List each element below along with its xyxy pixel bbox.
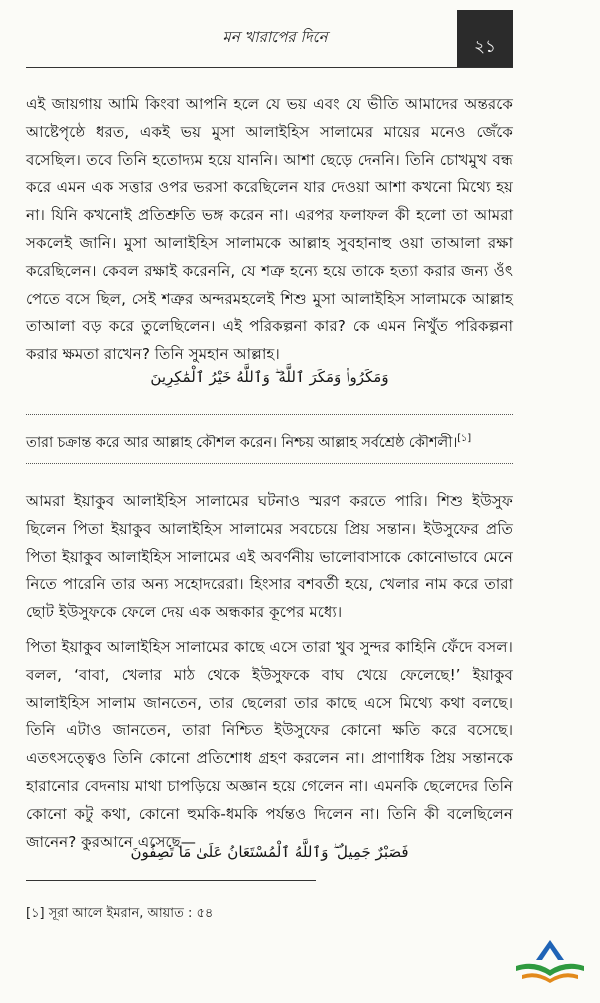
page-number: ২১ <box>457 10 513 68</box>
verse-translation <box>26 426 513 456</box>
footnote-reference[interactable]: [১] <box>457 433 471 444</box>
quran-verse-arabic-2: فَصَبْرٌ جَمِيلٌ ۖ وَٱللَّهُ ٱلْمُسْتَعَانُ عَلَىٰ مَا تَصِفُونَ <box>130 843 409 861</box>
dotted-divider-top <box>26 414 513 415</box>
dotted-divider-bottom <box>26 463 513 464</box>
page-header <box>0 0 600 72</box>
paragraph-yaqub: আমরা ইয়াকুব আলাইহিস সালামের ঘটনাও স্মরণ করতে পারি। শিশু ইউসুফ ছিলেন পিতা ইয়াকুব আলাইহিস সালামের সবচেয়ে প্রিয় সন্তান। ইউসুফের প্রতি পিতা ইয়াকুব আলাইহিস সালামের এই অবর্ণনীয় ভালোবাসাকে কোনোভাবে মেনে নিতে পারেনি তার অন্য সহোদরেরা। হিংসার বশবর্তী হয়ে, খেলার নাম করে তারা ছোট ইউসুফকে ফেলে দেয় এক অন্ধকার কূপের মধ্যে। <box>26 492 513 622</box>
verse-translation-text: তারা চক্রান্ত করে আর আল্লাহ কৌশল করেন। নিশ্চয় আল্লাহ সর্বশ্রেষ্ঠ কৌশলী। <box>26 433 458 451</box>
publisher-logo-icon <box>512 936 588 986</box>
running-title: মন খারাপের দিনে <box>222 28 328 46</box>
footnote: [১] সূরা আলে ইমরান, আয়াত : ৫৪ <box>26 906 214 921</box>
paragraph-yusuf-story: পিতা ইয়াকুব আলাইহিস সালামের কাছে এসে তারা খুব সুন্দর কাহিনি ফেঁদে বসল। বলল, ‘বাবা, খেলার মাঠ থেকে ইউসুফকে বাঘ খেয়ে ফেলেছে!’ ইয়াকুব আলাইহিস সালাম জানতেন, তার ছেলেরা তার কাছে এসে মিথ্যে কথা বলছে। তিনি এটাও জানতেন, তারা নিশ্চিত ইউসুফের কোনো ক্ষতি করে বসেছে। এতৎসত্ত্বেও তিনি কোনো প্রতিশোধ গ্রহণ করলেন না। প্রাণাধিক প্রিয় সন্তানকে হারানোর বেদনায় মাথা চাপড়িয়ে অজ্ঞান হয়ে গেলেন না। এমনকি ছেলেদের তিনি কোনো কটু কথা, কোনো হুমকি-ধমকি পর্যন্তও দিলেন না। তিনি কী বলেছিলেন জানেন? কুরআনে এসেছে— <box>26 638 513 851</box>
quran-verse-arabic: وَمَكَرُوا۟ وَمَكَرَ ٱللَّهُ ۖ وَٱللَّهُ خَيْرُ ٱلْمَٰكِرِينَ <box>150 368 389 386</box>
footnote-rule <box>26 880 316 881</box>
paragraph-musa: এই জায়গায় আমি কিংবা আপনি হলে যে ভয় এবং যে ভীতি আমাদের অন্তরকে আষ্টেপৃষ্ঠে ধরত, একই ভয় মুসা আলাইহিস সালামের মায়ের মনেও জেঁকে বসেছিল। তবে তিনি হতোদ্যম হয়ে যাননি। আশা ছেড়ে দেননি। তিনি চোখমুখ বন্ধ করে এমন এক সত্তার ওপর ভরসা করেছিলেন যার দেওয়া আশা কখনো মিথ্যে হয় না। যিনি কখনোই প্রতিশ্রুতি ভঙ্গ করেন না। এরপর ফলাফল কী হলো তা আমরা সকলেই জানি। মুসা আলাইহিস সালামকে আল্লাহ সুবহানাহু ওয়া তাআলা রক্ষা করেছিলেন। কেবল রক্ষাই করেননি, যে শত্রু হন্যে হয়ে তাকে হত্যা করার জন্য ওঁৎ পেতে বসে ছিল, সেই শত্রুর অন্দরমহলেই শিশু মুসা আলাইহিস সালামকে আল্লাহ তাআলা বড় করে তুলেছিলেন। এই পরিকল্পনা কার? কে এমন নিখুঁত পরিকল্পনা করার ক্ষমতা রাখেন? তিনি সুমহান আল্লাহ। <box>26 95 513 364</box>
header-rule <box>26 67 513 68</box>
